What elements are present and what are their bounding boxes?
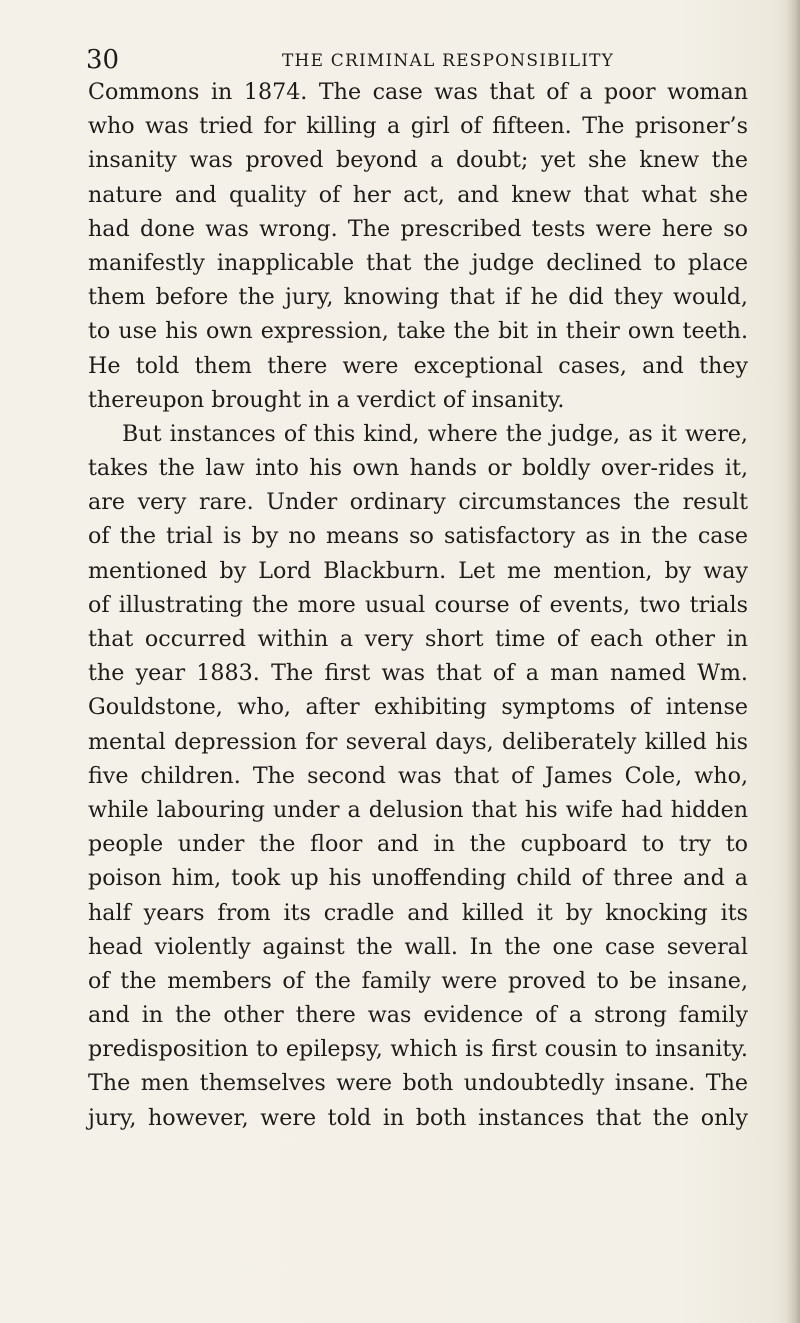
text-line: who was tried for killing a girl of fifteen. The prisoner’s <box>88 113 748 140</box>
text-line: of illustrating the more usual course of events, two trials <box>88 591 748 618</box>
text-line: He told them there were exceptional cases, and they <box>88 352 748 379</box>
text-line: manifestly inapplicable that the judge declined to place <box>88 249 748 276</box>
text-line: head violently against the wall. In the one case several <box>88 933 748 960</box>
text-line: insanity was proved beyond a doubt; yet she knew the <box>88 147 748 174</box>
text-line: half years from its cradle and killed it by knocking its <box>88 899 748 926</box>
text-line: people under the floor and in the cupboard to try to <box>88 831 748 858</box>
text-line: But instances of this kind, where the judge, as it were, <box>122 420 748 447</box>
text-line: that occurred within a very short time of each other in <box>88 626 748 652</box>
text-line: jury, however, were told in both instances that the only <box>88 1104 748 1131</box>
text-line: to use his own expression, take the bit in their own teeth. <box>88 318 748 345</box>
page-number: 30 <box>86 45 120 75</box>
text-line: had done was wrong. The prescribed tests were here so <box>88 215 748 242</box>
running-head: THE CRIMINAL RESPONSIBILITY <box>282 51 615 71</box>
text-line: mental depression for several days, deliberately killed his <box>88 728 748 755</box>
text-line: mentioned by Lord Blackburn. Let me mention, by way <box>88 557 748 584</box>
text-line: five children. The second was that of James Cole, who, <box>88 762 748 789</box>
text-line: and in the other there was evidence of a strong family <box>88 1002 748 1029</box>
body-text <box>88 75 748 1135</box>
text-line: predisposition to epilepsy, which is first cousin to insanity. <box>88 1036 748 1063</box>
text-line: Commons in 1874. The case was that of a poor woman <box>88 79 748 105</box>
text-line: takes the law into his own hands or boldly over-rides it, <box>88 455 748 482</box>
text-line: the year 1883. The first was that of a man named Wm. <box>88 660 748 687</box>
text-line: Gouldstone, who, after exhibiting symptoms of intense <box>88 694 748 721</box>
text-line: of the members of the family were proved to be insane, <box>88 967 748 994</box>
text-line: them before the jury, knowing that if he did they would, <box>88 284 748 311</box>
text-line: nature and quality of her act, and knew that what she <box>88 181 748 208</box>
text-line: poison him, took up his unoffending child of three and a <box>88 865 748 892</box>
text-line: The men themselves were both undoubtedly insane. The <box>88 1070 748 1097</box>
text-line: while labouring under a delusion that his wife had hidden <box>88 796 748 823</box>
page-edge-shadow <box>786 0 800 1323</box>
text-line: are very rare. Under ordinary circumstances the result <box>88 489 748 516</box>
text-line: of the trial is by no means so satisfactory as in the case <box>88 523 748 550</box>
text-line: thereupon brought in a verdict of insanity. <box>88 386 565 413</box>
